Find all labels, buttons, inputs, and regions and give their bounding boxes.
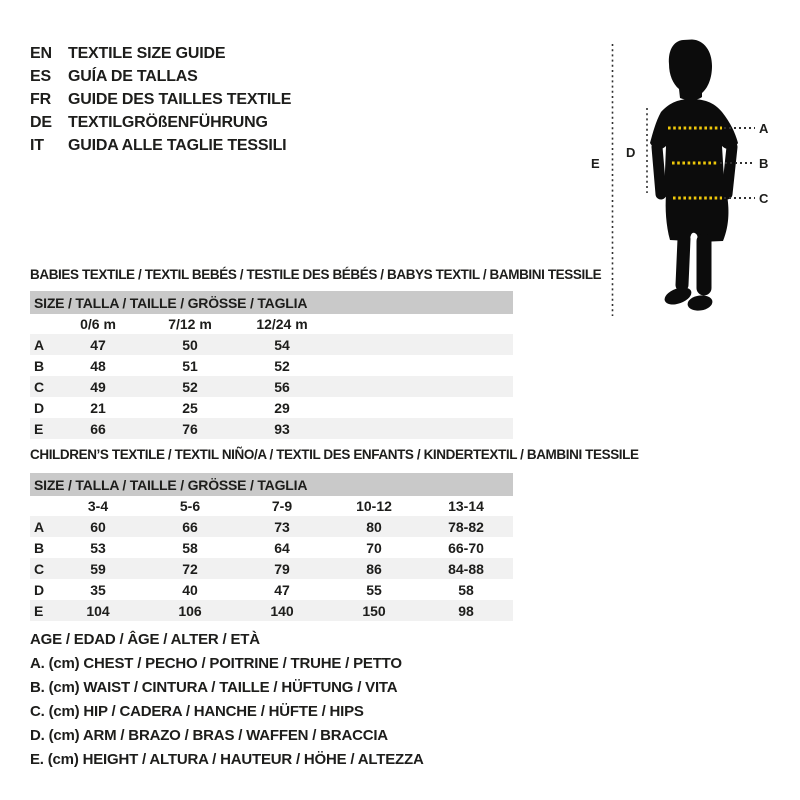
arm-label: D — [626, 145, 636, 160]
children-size-table — [30, 473, 513, 621]
table-cell: 73 — [274, 518, 290, 535]
table-cell: 47 — [274, 581, 290, 598]
table-cell: 66 — [182, 518, 198, 535]
table-row — [30, 355, 513, 376]
table-cell: 55 — [366, 581, 382, 598]
row-label: C — [34, 560, 45, 577]
legend-line: E. (cm) HEIGHT / ALTURA / HAUTEUR / HÖHE / ALTEZZA — [30, 751, 424, 768]
row-label: C — [34, 378, 45, 395]
language-title: GUIDA ALLE TAGLIE TESSILI — [68, 136, 287, 154]
silhouette-shorts — [666, 195, 729, 242]
row-label: B — [34, 539, 45, 556]
hip-label: C — [759, 191, 769, 206]
legend-line: A. (cm) CHEST / PECHO / POITRINE / TRUHE / PETTO — [30, 655, 402, 672]
language-row — [30, 134, 291, 157]
language-code: IT — [30, 136, 44, 154]
column-header-row — [30, 314, 513, 334]
table-row — [30, 600, 513, 621]
column-header: 10-12 — [356, 498, 392, 514]
table-cell: 66 — [90, 420, 106, 437]
language-row — [30, 111, 291, 134]
legend-line: C. (cm) HIP / CADERA / HANCHE / HÜFTE / HIPS — [30, 703, 364, 720]
row-label: D — [34, 581, 45, 598]
table-body — [30, 334, 513, 439]
table-cell: 59 — [90, 560, 106, 577]
table-cell: 58 — [458, 581, 474, 598]
table-cell: 140 — [270, 602, 294, 619]
table-cell: 79 — [274, 560, 290, 577]
table-cell: 56 — [274, 378, 290, 395]
column-header: 13-14 — [448, 498, 484, 514]
table-cell: 86 — [366, 560, 382, 577]
table-cell: 52 — [274, 357, 290, 374]
size-header-bar: SIZE / TALLA / TAILLE / GRÖSSE / TAGLIA — [30, 473, 513, 496]
legend-line: AGE / EDAD / ÂGE / ALTER / ETÀ — [30, 631, 260, 648]
table-cell: 29 — [274, 399, 290, 416]
column-header: 12/24 m — [256, 316, 308, 332]
language-row — [30, 42, 291, 65]
silhouette-head — [669, 40, 712, 101]
table-cell: 80 — [366, 518, 382, 535]
chest-label: A — [759, 121, 769, 136]
table-cell: 60 — [90, 518, 106, 535]
table-row — [30, 376, 513, 397]
row-label: B — [34, 357, 45, 374]
table-cell: 50 — [182, 336, 198, 353]
row-label: A — [34, 518, 45, 535]
column-header: 3-4 — [87, 498, 109, 514]
column-header: 0/6 m — [80, 316, 116, 332]
babies-section-title: BABIES TEXTILE / TEXTIL BEBÉS / TESTILE DES BÉBÉS / BABYS TEXTIL / BAMBINI TESSILE — [30, 267, 602, 282]
table-cell: 70 — [366, 539, 382, 556]
language-row — [30, 65, 291, 88]
language-title: TEXTILE SIZE GUIDE — [68, 44, 226, 62]
row-label: E — [34, 602, 44, 619]
babies-size-table — [30, 291, 513, 439]
table-cell: 49 — [90, 378, 106, 395]
language-title: GUIDE DES TAILLES TEXTILE — [68, 90, 292, 108]
legend-line: B. (cm) WAIST / CINTURA / TAILLE / HÜFTUNG / VITA — [30, 679, 398, 696]
language-code: DE — [30, 113, 52, 131]
table-cell: 72 — [182, 560, 198, 577]
table-cell: 52 — [182, 378, 198, 395]
column-header: 5-6 — [179, 498, 201, 514]
silhouette-left-arm — [657, 147, 661, 194]
table-row — [30, 537, 513, 558]
child-measurement-figure — [585, 32, 780, 324]
table-cell: 106 — [178, 602, 202, 619]
row-label: D — [34, 399, 45, 416]
table-cell: 21 — [90, 399, 106, 416]
table-row — [30, 579, 513, 600]
table-cell: 64 — [274, 539, 290, 556]
table-cell: 58 — [182, 539, 198, 556]
language-title: TEXTILGRÖßENFÜHRUNG — [68, 113, 268, 131]
language-code: FR — [30, 90, 51, 108]
table-cell: 35 — [90, 581, 106, 598]
measurement-legend — [30, 628, 424, 772]
silhouette-right-arm — [727, 147, 732, 194]
table-row — [30, 397, 513, 418]
row-label: E — [34, 420, 44, 437]
size-header-bar: SIZE / TALLA / TAILLE / GRÖSSE / TAGLIA — [30, 291, 513, 314]
language-code: EN — [30, 44, 52, 62]
column-header: 7/12 m — [168, 316, 212, 332]
legend-line: D. (cm) ARM / BRAZO / BRAS / WAFFEN / BRACCIA — [30, 727, 388, 744]
table-cell: 53 — [90, 539, 106, 556]
table-cell: 54 — [274, 336, 290, 353]
table-cell: 104 — [86, 602, 110, 619]
language-title-list — [30, 42, 291, 157]
table-cell: 51 — [182, 357, 198, 374]
table-row — [30, 418, 513, 439]
table-cell: 47 — [90, 336, 106, 353]
height-label: E — [591, 156, 600, 171]
arm-measure — [626, 108, 647, 193]
silhouette-left-leg — [682, 239, 684, 285]
table-cell: 93 — [274, 420, 290, 437]
language-code: ES — [30, 67, 51, 85]
child-silhouette-icon — [650, 40, 738, 313]
waist-label: B — [759, 156, 769, 171]
table-cell: 25 — [182, 399, 198, 416]
children-section-title: CHILDREN’S TEXTILE / TEXTIL NIÑO/A / TEXTIL DES ENFANTS / KINDERTEXTIL / BAMBINI TESSILE — [30, 447, 639, 462]
table-cell: 66-70 — [448, 539, 484, 556]
table-cell: 84-88 — [448, 560, 484, 577]
silhouette-right-shoe — [687, 294, 714, 312]
table-row — [30, 558, 513, 579]
table-body — [30, 516, 513, 621]
language-row — [30, 88, 291, 111]
table-cell: 98 — [458, 602, 474, 619]
table-cell: 40 — [182, 581, 198, 598]
table-row — [30, 516, 513, 537]
column-header-row — [30, 496, 513, 516]
table-cell: 78-82 — [448, 518, 484, 535]
table-cell: 48 — [90, 357, 106, 374]
table-cell: 76 — [182, 420, 198, 437]
table-cell: 150 — [362, 602, 386, 619]
row-label: A — [34, 336, 45, 353]
language-title: GUÍA DE TALLAS — [68, 67, 198, 85]
column-header: 7-9 — [271, 498, 293, 514]
table-row — [30, 334, 513, 355]
